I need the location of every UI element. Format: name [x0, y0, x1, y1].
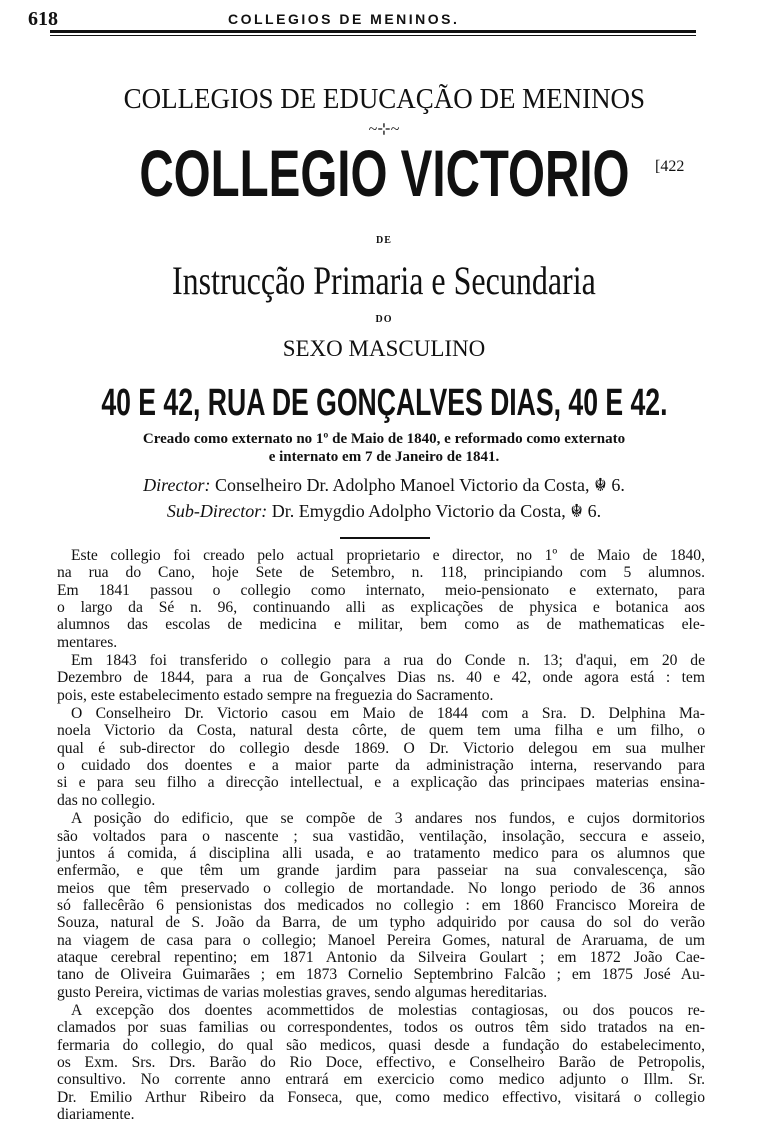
text-line: ataque cerebral repentino; em 1871 Antonio da Silveira Goulart ; em 1872 João Cae-	[57, 948, 705, 966]
founding-note: Creado como externato no 1º de Maio de 1840, e reformado como externato e internato em 7 de Janeiro de 1841.	[142, 431, 626, 465]
text-line: só fallecêrão 6 pensionistas dos medicados no collegio : em 1860 Francisco Moreira de	[57, 896, 705, 914]
text-line: noela Victorio da Costa, natural desta côrte, de quem tem uma filha e um filho, o	[57, 722, 705, 740]
text-line: Em 1843 foi transferido o collegio para a rua do Conde n. 13; d'aqui, em 20 de	[71, 652, 705, 670]
subtitle: Instrucção Primaria e Secundaria	[172, 258, 596, 303]
text-line: qual é sub-director do collegio desde 1869. O Dr. Victorio delegou em sua mulher	[57, 739, 705, 757]
text-line: o largo da Sé n. 96, continuando alli as explicações de physica e botanica aos	[57, 599, 705, 617]
text-line: A posição do edificio, que se compõe de 3 andares nos fundos, e cujos dormitorios	[71, 810, 705, 828]
paragraph	[57, 1002, 705, 1123]
text-line: A excepção dos doentes acommettidos de molestias contagiosas, ou dos poucos re-	[71, 1001, 705, 1019]
text-line: na rua do Cano, hoje Sete de Setembro, n. 118, principiando com 5 alumnos.	[57, 564, 705, 582]
section-title: COLLEGIOS DE EDUCAÇÃO DE MENINOS	[123, 83, 645, 115]
connector-do: DO	[375, 314, 393, 325]
subdirector-line: Sub-Director: Dr. Emygdio Adolpho Victorio da Costa, ☬ 6.	[166, 501, 602, 521]
paragraph	[57, 705, 705, 809]
page-number: 618	[28, 8, 58, 30]
text-line: na viagem de casa para o collegio; Manoel Pereira Gomes, natural de Araruama, de um	[57, 931, 705, 949]
paragraph	[57, 652, 705, 704]
text-line: Dezembro de 1844, para a rua de Gonçalves Dias ns. 40 e 42, onde agora está : tem	[57, 669, 705, 687]
text-line: são voltados para o nascente ; sua vastidão, ventilação, insolação, seccura e asseio,	[57, 827, 705, 845]
text-line: Dr. Emilio Arthur Ribeiro da Fonseca, que, como medico effectivo, visitará o collegio	[57, 1088, 705, 1106]
header-rule-thin	[50, 35, 696, 36]
text-line: Em 1841 passou o collegio como internato, meio-pensionato e externato, para	[57, 581, 705, 599]
text-line: gusto Pereira, victimas de varias molestias graves, sendo algumas hereditarias.	[57, 983, 548, 1001]
paragraph	[57, 547, 705, 651]
text-line: clamados por suas familias ou correspondentes, todos os outros têm sido tratados na en-	[57, 1019, 705, 1037]
text-line: fermaria do collegio, do qual são medicos, quasi desde a fundação do estabelecimento,	[57, 1036, 705, 1054]
text-line: os Exm. Srs. Drs. Barão do Rio Doce, effectivo, e Conselheiro Barão de Petropolis,	[57, 1053, 705, 1071]
text-line: Este collegio foi creado pelo actual proprietario e director, no 1º de Maio de 1840,	[71, 547, 705, 564]
text-line: enfermão, e que têm um grande jardim para passeiar na sua convalescença, são	[57, 862, 705, 880]
running-header: COLLEGIOS DE MENINOS.	[228, 11, 460, 27]
entry-number: [422	[655, 158, 685, 175]
paragraph	[57, 810, 705, 1001]
text-line: diariamente.	[57, 1106, 135, 1123]
text-line: tano de Oliveira Guimarães ; em 1873 Cornelio Septembrino Falcão ; em 1875 José Au-	[57, 966, 705, 984]
text-line: pois, este estabelecimento estado sempre na freguezia do Sacramento.	[57, 686, 494, 704]
divider	[340, 537, 430, 539]
school-name: COLLEGIO VICTORIO	[138, 136, 630, 210]
text-line: alumnos das escolas de medicina e militar, bem como as de mathematicas ele-	[57, 616, 705, 634]
connector-de: DE	[376, 235, 392, 246]
address: 40 E 42, RUA DE GONÇALVES DIAS, 40 E 42.	[100, 382, 668, 424]
ornament-icon: ~⊹~	[368, 121, 400, 138]
text-line: O Conselheiro Dr. Victorio casou em Maio de 1844 com a Sra. D. Delphina Ma-	[71, 705, 705, 723]
text-line: si e para seu filho a direcção intellectual, e a explicação das principaes materias ensina-	[57, 774, 705, 792]
text-line: consultivo. No corrente anno entrará em exercicio como medico adjunto o Illm. Sr.	[57, 1071, 705, 1089]
text-line: meios que têm preservado o collegio de mortandade. No longo periodo de 36 annos	[57, 879, 705, 897]
text-line: mentares.	[57, 633, 118, 651]
body-text	[57, 547, 705, 1124]
text-line: Souza, natural de S. João da Barra, de um typho adquirido por causa do sol do verão	[57, 914, 705, 932]
header-rule-thick	[50, 30, 696, 33]
director-line: Director: Conselheiro Dr. Adolpho Manoel Victorio da Costa, ☬ 6.	[143, 475, 625, 495]
text-line: juntos á comida, á disciplina alli usada, e ao tratamento medico para os alumnos que	[57, 844, 705, 862]
text-line: das no collegio.	[57, 791, 156, 809]
sex-label: SEXO MASCULINO	[282, 336, 486, 361]
text-line: o cuidado dos doentes e a maior parte da administração interna, reservando para	[57, 757, 705, 775]
